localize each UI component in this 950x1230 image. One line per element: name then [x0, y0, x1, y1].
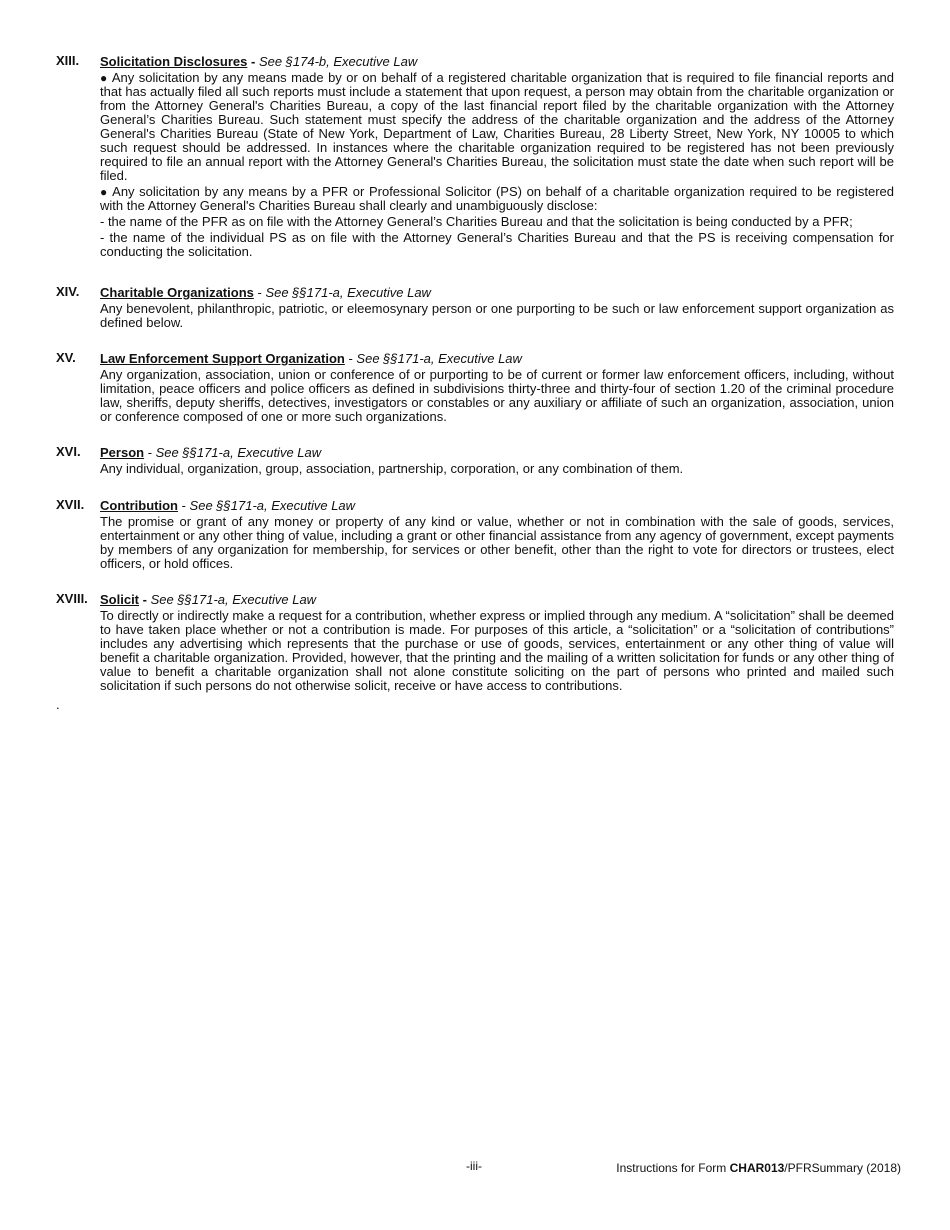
form-footer-prefix: Instructions for Form [616, 1161, 730, 1175]
heading-separator: - [144, 445, 156, 460]
section-xv [56, 351, 894, 424]
section-body [100, 71, 894, 259]
section-xvii [56, 498, 894, 571]
section-heading [100, 498, 894, 513]
section-number: XVII. [56, 497, 85, 512]
form-footer-suffix: /PFRSummary (2018) [784, 1161, 901, 1175]
bullet-text: Any solicitation by any means by a PFR or Professional Solicitor (PS) on behalf of a charitable organization required to be registered with the Attorney General's Charities Bureau shall clearly and unambiguously disclose: [100, 184, 894, 213]
bullet-icon: ● [100, 71, 109, 85]
section-citation: See §§171-a, Executive Law [356, 351, 522, 366]
section-xiii [56, 54, 894, 259]
bullet-paragraph [100, 185, 894, 213]
section-body [100, 462, 894, 476]
section-title: Charitable Organizations [100, 285, 254, 300]
section-paragraph: The promise or grant of any money or property of any kind or value, whether or not in combination with the sale of goods, services, entertainment or any other thing of value, including a grant or other financial assistance from any agency of government, except payments by members of any organization for membership, for services or other benefit, other than the right to vote for directors or trustees, elect officers, or hold offices. [100, 514, 894, 571]
section-paragraph: Any organization, association, union or conference of or purporting to be of current or former law enforcement officers, including, without limitation, peace officers and police officers as defined in subdivisions thirty-three and thirty-four of section 1.20 of the criminal procedure law, sheriffs, deputy sheriffs, detectives, investigators or constables or any auxiliary or affiliate of such an organization, association, union or conference composed of one or more such organizations. [100, 367, 894, 424]
stray-period: . [56, 697, 60, 712]
heading-separator: - [247, 54, 259, 69]
section-body [100, 368, 894, 424]
heading-separator: - [177, 498, 190, 513]
section-title: Contribution [100, 498, 178, 513]
form-footer [616, 1161, 901, 1175]
section-heading [100, 285, 894, 300]
section-citation: See §174-b, Executive Law [258, 54, 418, 69]
section-citation: See §§171-a, Executive Law [155, 445, 322, 460]
section-xviii [56, 592, 894, 693]
page-number: -iii- [466, 1159, 482, 1173]
section-title: Law Enforcement Support Organization [100, 351, 345, 366]
section-paragraph: To directly or indirectly make a request for a contribution, whether express or implied through any medium. A “solicitation” shall be deemed to have taken place whether or not a contribution is made. For purposes of this article, a “solicitation” or a “solicitation of contributions” includes any advertising which represents that the purchase or use of goods, services, entertainment or any other thing of value will benefit a charitable organization. Provided, however, that the printing and the mailing of a written solicitation for funds or any other thing of value to benefit a charitable organization shall not alone constitute soliciting on the part of persons who printed and mailed such solicitation if such persons do not otherwise solicit, receive or have access to contributions. [100, 608, 894, 693]
dash-item: - the name of the PFR as on file with the Attorney General’s Charities Bureau and that the solicitation is being conducted by a PFR; [100, 214, 853, 229]
dash-item: - the name of the individual PS as on file with the Attorney General’s Charities Bureau and that the PS is receiving compensation for conducting the solicitation. [100, 230, 894, 259]
bullet-paragraph [100, 71, 894, 183]
bullet-icon: ● [100, 185, 109, 199]
section-number: XV. [56, 350, 76, 365]
section-citation: See §§171-a, Executive Law [189, 498, 356, 513]
section-xiv [56, 285, 894, 330]
section-body [100, 515, 894, 571]
section-number: XIV. [56, 284, 80, 299]
section-body [100, 609, 894, 693]
section-heading [100, 592, 894, 607]
section-citation: See §§171-a, Executive Law [150, 592, 317, 607]
bullet-text: Any solicitation by any means made by or on behalf of a registered charitable organization that is required to file financial reports and that has actually filed all such reports must include a statement that upon request, a person may obtain from the charitable organization or from the Attorney General's Charities Bureau, a copy of the last financial report filed by the charitable organization with the Attorney General’s Charities Bureau. Such statement must specify the address of the charitable organization and the address of the Attorney General's Charities Bureau (State of New York, Department of Law, Charities Bureau, 28 Liberty Street, New York, NY 10005 to which such request should be addressed. In instances where the charitable organization required to be registered has not been previously required to file an annual report with the Attorney General's Charities Bureau, the solicitation must state the date when such report will be filed. [100, 70, 894, 183]
heading-separator: - [253, 285, 266, 300]
section-number: XVIII. [56, 591, 88, 606]
section-citation: See §§171-a, Executive Law [265, 285, 431, 300]
section-title: Person [100, 445, 145, 460]
section-paragraph: Any individual, organization, group, association, partnership, corporation, or any combination of them. [100, 461, 684, 476]
form-code: CHAR013 [729, 1161, 785, 1175]
section-title: Solicit [100, 592, 140, 607]
section-heading [100, 351, 894, 366]
section-body [100, 302, 894, 330]
section-number: XVI. [56, 444, 81, 459]
section-number: XIII. [56, 53, 80, 68]
section-heading [100, 54, 894, 69]
section-heading [100, 445, 894, 460]
section-xvi [56, 445, 894, 476]
heading-separator: - [344, 351, 357, 366]
section-title: Solicitation Disclosures [100, 54, 248, 69]
section-paragraph: Any benevolent, philanthropic, patriotic, or eleemosynary person or one purporting to be such or law enforcement support organization as defined below. [100, 301, 894, 330]
heading-separator: - [139, 592, 151, 607]
